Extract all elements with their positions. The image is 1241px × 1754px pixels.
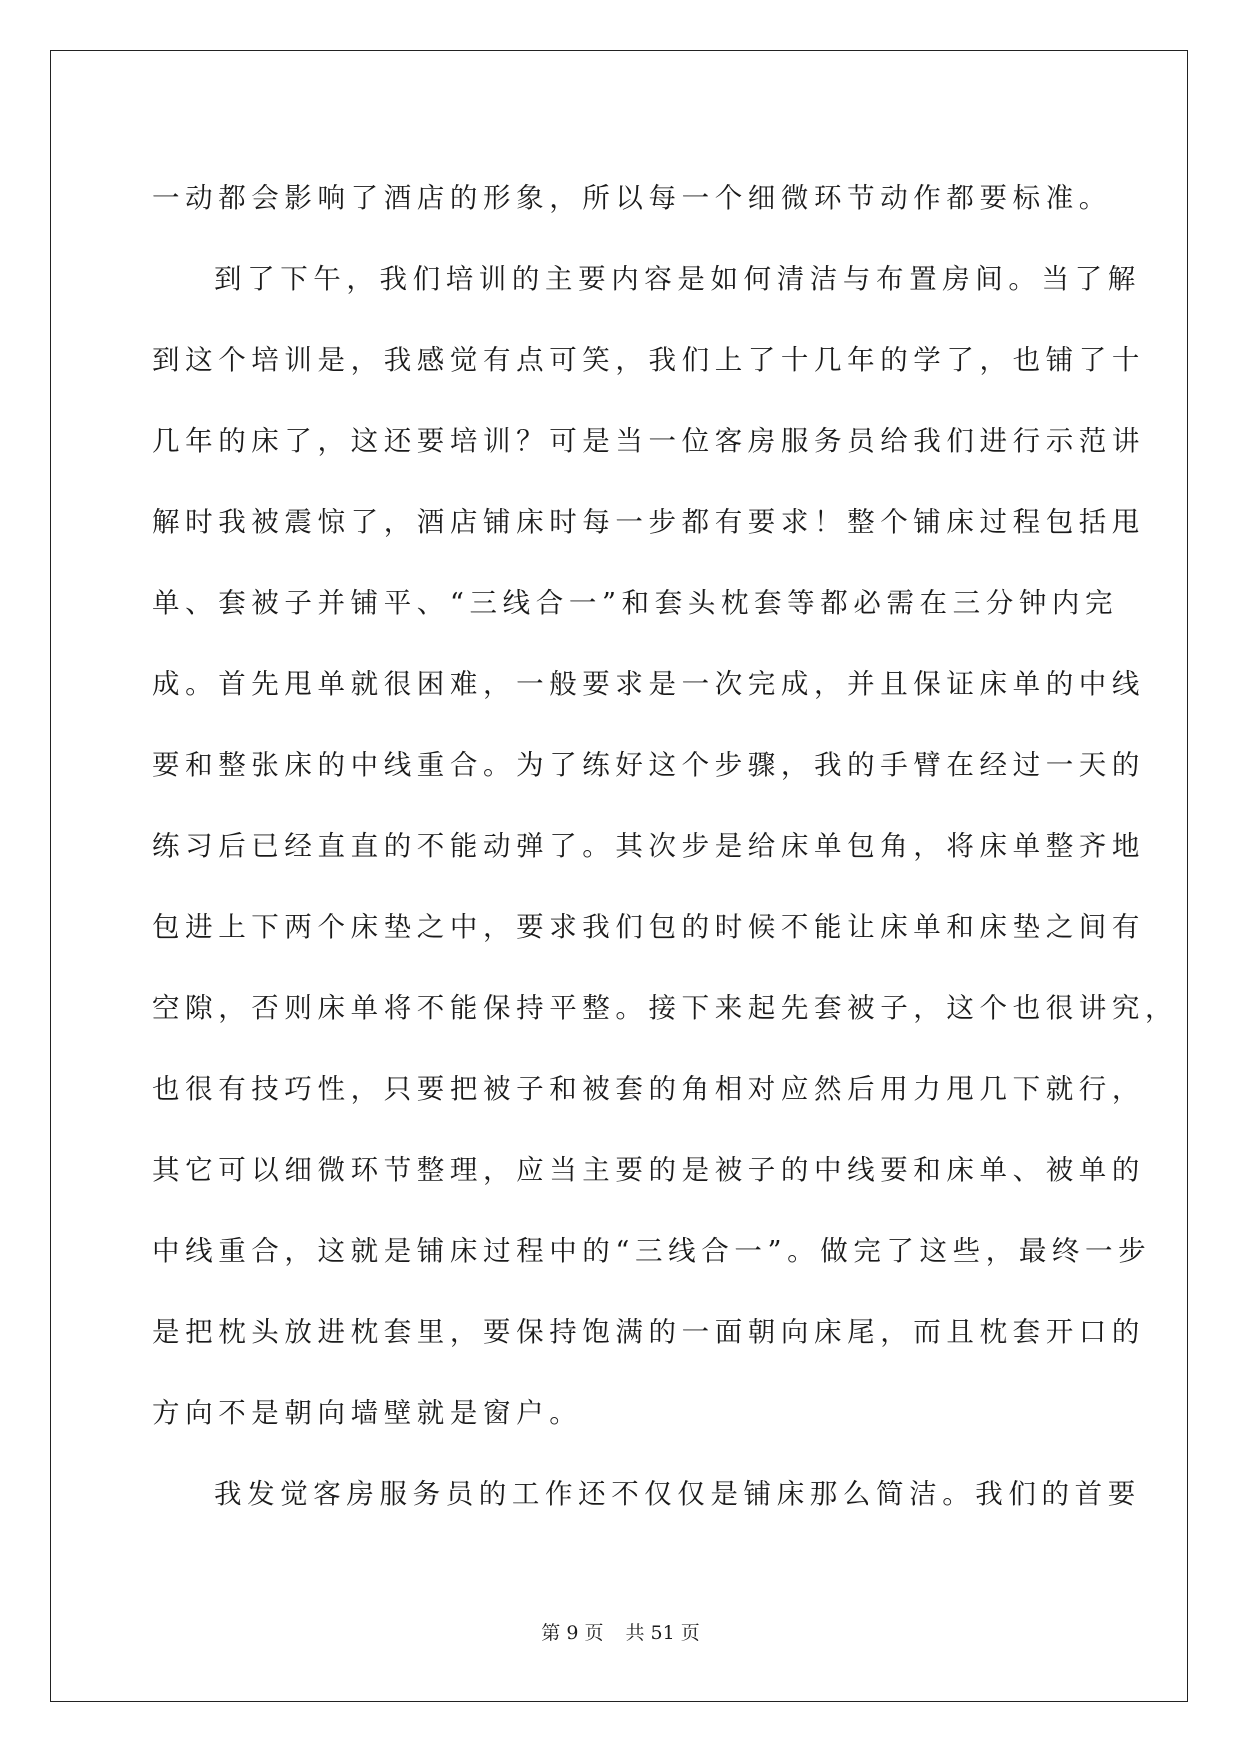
page-footer	[0, 1618, 1241, 1645]
text-line-1: 一动都会影响了酒店的形象，所以每一个细微环节动作都要标准。	[152, 182, 1112, 214]
text-line-5: 解时我被震惊了，酒店铺床时每一步都有要求！整个铺床过程包括甩	[152, 506, 1145, 538]
text-line-6: 单、套被子并铺平、“三线合一”和套头枕套等都必需在三分钟内完	[152, 587, 1119, 619]
text-line-8: 要和整张床的中线重合。为了练好这个步骤，我的手臂在经过一天的	[152, 749, 1145, 781]
text-line-14: 中线重合，这就是铺床过程中的“三线合一”。做完了这些，最终一步	[152, 1235, 1152, 1267]
text-line-11: 空隙，否则床单将不能保持平整。接下来起先套被子，这个也很讲究，	[152, 992, 1179, 1024]
text-line-17: 我发觉客房服务员的工作还不仅仅是铺床那么简洁。我们的首要	[214, 1478, 1141, 1510]
text-line-4: 几年的床了，这还要培训？可是当一位客房服务员给我们进行示范讲	[152, 425, 1145, 457]
text-line-7: 成。首先甩单就很困难，一般要求是一次完成，并且保证床单的中线	[152, 668, 1145, 700]
text-line-12: 也很有技巧性，只要把被子和被套的角相对应然后用力甩几下就行，	[152, 1073, 1145, 1105]
page-number: 第 9 页	[541, 1622, 604, 1644]
text-line-13: 其它可以细微环节整理，应当主要的是被子的中线要和床单、被单的	[152, 1154, 1145, 1186]
document-body	[152, 158, 1179, 1535]
text-line-3: 到这个培训是，我感觉有点可笑，我们上了十几年的学了，也铺了十	[152, 344, 1145, 376]
text-line-15: 是把枕头放进枕套里，要保持饱满的一面朝向床尾，而且枕套开口的	[152, 1316, 1145, 1348]
text-line-9: 练习后已经直直的不能动弹了。其次步是给床单包角，将床单整齐地	[152, 830, 1145, 862]
text-line-16: 方向不是朝向墙壁就是窗户。	[152, 1397, 583, 1429]
text-line-10: 包进上下两个床垫之中，要求我们包的时候不能让床单和床垫之间有	[152, 911, 1145, 943]
text-line-2: 到了下午，我们培训的主要内容是如何清洁与布置房间。当了解	[214, 263, 1141, 295]
page-total: 共 51 页	[625, 1622, 700, 1644]
